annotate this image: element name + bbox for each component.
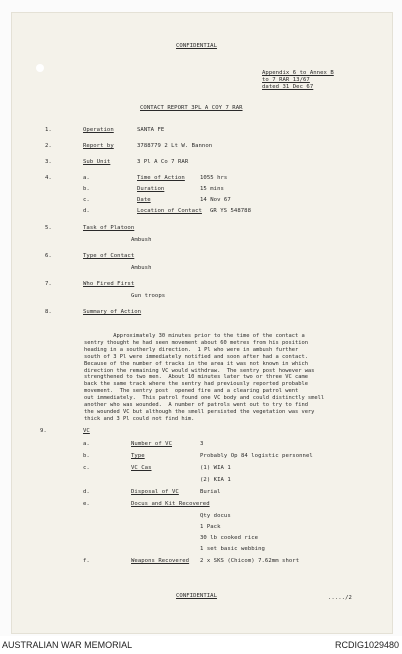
operation-label: Operation xyxy=(83,127,114,133)
number-vc-label: Number of VC xyxy=(131,441,173,447)
vc-cas-label: VC Cas xyxy=(131,465,152,471)
classification-top: CONFIDENTIAL xyxy=(176,43,218,49)
sub-item-letter: b. xyxy=(83,186,90,192)
report-by-label: Report by xyxy=(83,143,114,149)
item-number: 8. xyxy=(45,309,52,315)
task-label: Task of Platoon xyxy=(83,225,135,231)
docs-item: 30 lb cooked rice xyxy=(200,535,259,541)
sub-unit-label: Sub Unit xyxy=(83,159,111,165)
appendix-line-3: dated 31 Dec 67 xyxy=(262,84,314,90)
vc-cas-wia: (1) WIA 1 xyxy=(200,465,231,471)
sub-item-letter: a. xyxy=(83,175,90,181)
disposal-value: Burial xyxy=(200,489,221,495)
sub-item-letter: f. xyxy=(83,558,90,564)
vc-cas-kia: (2) KIA 1 xyxy=(200,477,231,483)
summary-label: Summary of Action xyxy=(83,309,142,315)
type-value: Ambush xyxy=(131,265,152,271)
docs-item: Qty docus xyxy=(200,513,231,519)
who-fired-label: Who Fired First xyxy=(83,281,135,287)
archive-id: RCDIG1029480 xyxy=(334,640,399,650)
item-number: 3. xyxy=(45,159,52,165)
sub-item-letter: d. xyxy=(83,489,90,495)
classification-bottom: CONFIDENTIAL xyxy=(176,593,218,599)
sub-item-letter: d. xyxy=(83,208,90,214)
item-number: 6. xyxy=(45,253,52,259)
sub-unit-value: 3 Pl A Co 7 RAR xyxy=(137,159,189,165)
archive-footer xyxy=(0,636,402,654)
vc-label: VC xyxy=(83,428,90,434)
report-title: CONTACT REPORT 3PL A COY 7 RAR xyxy=(140,105,243,111)
item-number: 5. xyxy=(45,225,52,231)
sub-item-letter: a. xyxy=(83,441,90,447)
operation-value: SANTA FE xyxy=(137,127,165,133)
docs-label: Docus and Kit Recovered xyxy=(131,501,210,507)
date-value: 14 Nov 67 xyxy=(200,197,231,203)
location-label: Location of Contact xyxy=(137,208,202,214)
disposal-label: Disposal of VC xyxy=(131,489,179,495)
appendix-line-1: Appendix 6 to Annex B xyxy=(262,70,334,76)
report-by-value: 3788779 2 Lt W. Bannon xyxy=(137,143,213,149)
duration-value: 15 mins xyxy=(200,186,224,192)
item-number: 4. xyxy=(45,175,52,181)
item-number: 1. xyxy=(45,127,52,133)
appendix-line-2: to 7 RAR 13/67 xyxy=(262,77,310,83)
date-label: Date xyxy=(137,197,151,203)
number-vc-value: 3 xyxy=(200,441,204,447)
summary-paragraph: Approximately 30 minutes prior to the time of the contact a sentry thought he had seen movement about 60 metres from his position heading in a southerly direction. 1 Pl who were in ambush further south of 3 Pl were immediately notified and soon after had a contact. Because of the number of tracks in the area it was not known in which direction the remaining VC would withdraw. The sentry post however was strengthened to two men. About 10 minutes later two or three VC came back the same track where the sentry had previously reported probable movement. The sentry post opened fire and a clearing patrol went out immediately. This patrol found one VC body and could distinctly smell another who was wounded. A number of patrols went out to try to find the wounded VC but although the smell persisted the vegetation was very thick and 3 Pl could not find him. xyxy=(84,333,325,422)
type-label: Type of Contact xyxy=(83,253,135,259)
duration-label: Duration xyxy=(137,186,165,192)
type-vc-label: Type xyxy=(131,453,145,459)
item-number: 2. xyxy=(45,143,52,149)
sub-item-letter: b. xyxy=(83,453,90,459)
who-fired-value: Gun troops xyxy=(131,293,166,299)
page-marker: ...../2 xyxy=(328,595,352,601)
docs-item: 1 set basic webbing xyxy=(200,546,265,552)
weapons-value: 2 x SKS (Chicom) 7.62mm short xyxy=(200,558,300,564)
time-value: 1055 hrs xyxy=(200,175,228,181)
item-number: 7. xyxy=(45,281,52,287)
task-value: Ambush xyxy=(131,237,152,243)
archive-source: AUSTRALIAN WAR MEMORIAL xyxy=(2,640,133,650)
sub-item-letter: c. xyxy=(83,465,90,471)
sub-item-letter: e. xyxy=(83,501,90,507)
weapons-label: Weapons Recovered xyxy=(131,558,190,564)
punch-hole xyxy=(36,64,44,72)
type-vc-value: Probably Op 84 logistic personnel xyxy=(200,453,313,459)
sub-item-letter: c. xyxy=(83,197,90,203)
docs-item: 1 Pack xyxy=(200,524,221,530)
item-number: 9. xyxy=(40,428,47,434)
time-label: Time of Action xyxy=(137,175,185,181)
location-value: GR YS 548788 xyxy=(210,208,252,214)
